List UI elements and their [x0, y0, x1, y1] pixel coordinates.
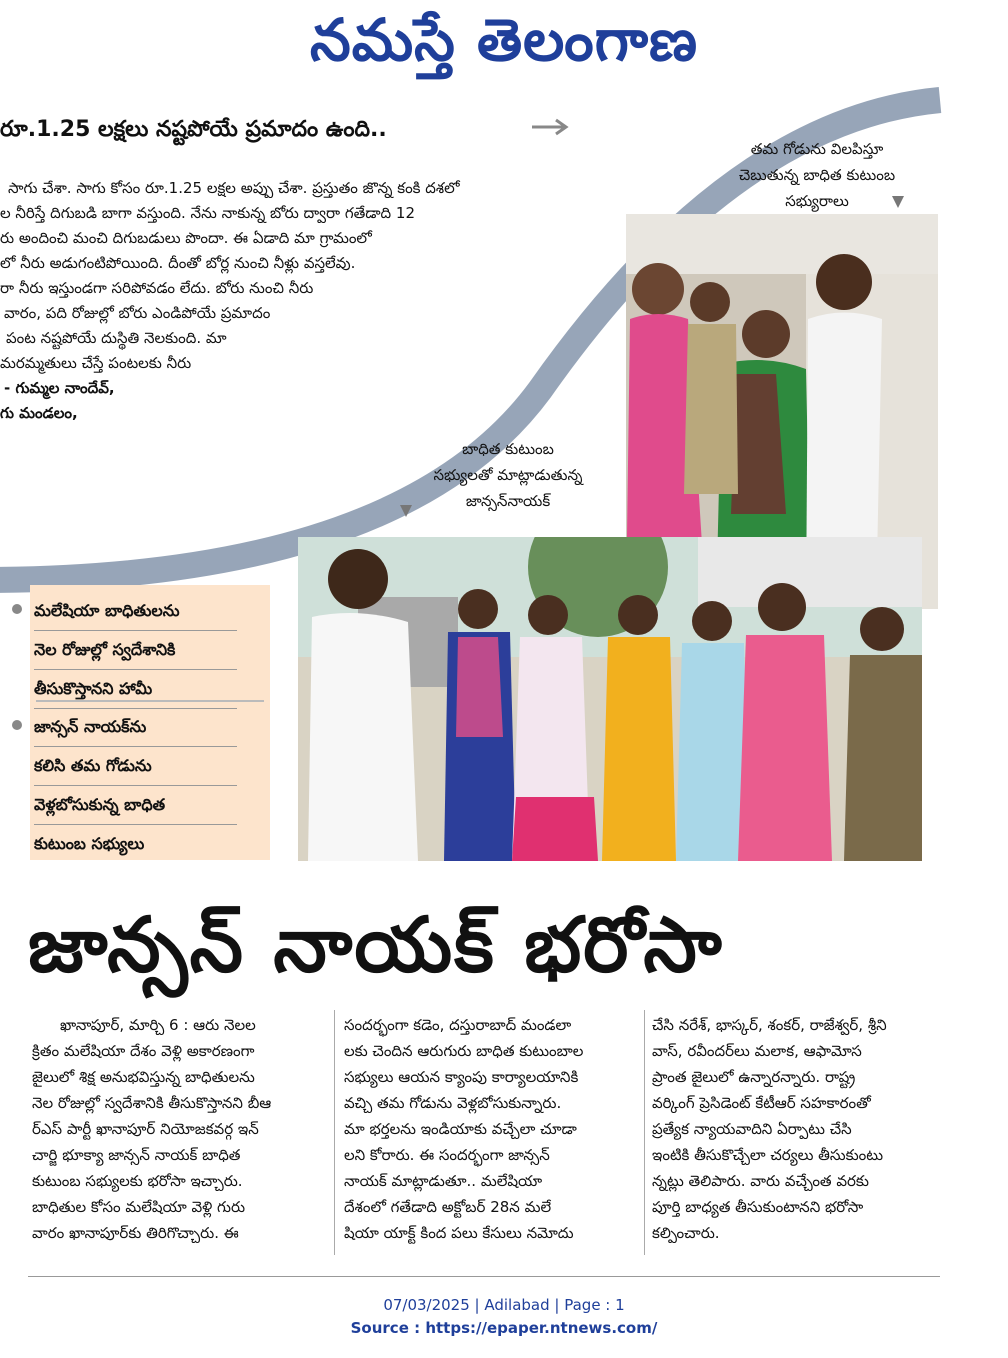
- quote-line: పంట నష్టపోయే దుస్థితి నెలకుంది. మా: [6, 329, 227, 347]
- highlight-line: కుటుంబ సభ్యులు: [34, 834, 145, 853]
- article-column-3: [652, 1012, 942, 1246]
- photo-johnson-nayak-with-families: [298, 537, 922, 861]
- quote-signature-place: గు మండలం,: [0, 404, 78, 422]
- article-line: వారం ఖానాపూర్‌కు తిరిగొచ్చారు. ఈ: [32, 1224, 239, 1242]
- photo2-caption: [394, 436, 622, 514]
- quote-headline: రూ.1.25 లక్షలు నష్టపోయే ప్రమాదం ఉంది..: [0, 117, 387, 142]
- arrow-down-icon: [892, 196, 904, 208]
- article-line: సందర్భంగా కడెం, దస్తురాబాద్ మండలా: [344, 1016, 572, 1034]
- quote-signature-name: - గుమ్మల నాందేవ్,: [4, 379, 115, 397]
- highlight-line: మలేషియా బాధితులను: [34, 592, 237, 631]
- article-line: మా భర్తలను ఇండియాకు వచ్చేలా చూడా: [344, 1120, 577, 1138]
- article-line: నాయక్ మాట్లాడుతూ.. మలేషియా: [344, 1172, 543, 1190]
- article-line: వచ్చి తమ గోడును వెళ్లబోసుకున్నారు.: [344, 1094, 562, 1112]
- highlight-line: నెల రోజుల్లో స్వదేశానికి: [34, 631, 237, 670]
- caption-line: తమ గోడును విలపిస్తూ: [750, 140, 884, 158]
- article-line: వర్కింగ్ ప్రెసిడెంట్ కేటీఆర్ సహకారంతో: [652, 1094, 871, 1112]
- highlight-line: వెళ్లబోసుకున్న బాధిత: [34, 786, 237, 825]
- article-line: చార్జి భూక్యా జాన్సన్ నాయక్ బాధిత: [32, 1146, 241, 1164]
- footer-rule: [28, 1276, 940, 1277]
- article-line: చేసి నరేశ్, భాస్కర్, శంకర్, రాజేశ్వర్, శ్రీని: [652, 1016, 887, 1034]
- article-line: ప్రాంత జైలులో ఉన్నారన్నారు. రాష్ట్ర: [652, 1068, 856, 1086]
- quote-line: ల నీరిస్తే దిగుబడి బాగా వస్తుంది. నేను నాకున్న బోరు ద్వారా గతేడాది 12: [0, 204, 415, 222]
- column-divider: [644, 1010, 645, 1255]
- article-line: వాస్, రవీందర్‌లు మలాక, ఆఫామోస: [652, 1042, 862, 1060]
- footer-date-edition: 07/03/2025 | Adilabad | Page : 1: [383, 1296, 625, 1314]
- article-line: సభ్యులు ఆయన క్యాంపు కార్యాలయానికి: [344, 1068, 579, 1086]
- column-divider: [334, 1010, 335, 1255]
- quote-body: [0, 176, 560, 426]
- article-line: బాధితుల కోసం మలేషియా వెళ్లి గురు: [32, 1198, 246, 1216]
- quote-line: వారం, పది రోజుల్లో బోరు ఎండిపోయే ప్రమాదం: [4, 304, 271, 322]
- article-line: ఇంటికి తీసుకొచ్చేలా చర్యలు తీసుకుంటు: [652, 1146, 884, 1164]
- caption-line: సభ్యురాలు: [785, 192, 849, 210]
- arrow-down-icon: [400, 505, 412, 517]
- highlight-item: [12, 708, 237, 863]
- article-line: దేశంలో గతేడాది అక్టోబర్ 28న మలే: [344, 1198, 552, 1216]
- article-line: షియా యాక్ట్ కింద పలు కేసులు నమోదు: [344, 1224, 574, 1242]
- highlight-item: [12, 592, 237, 709]
- article-line: లని కోరారు. ఈ సందర్భంగా జాన్సన్: [344, 1146, 550, 1164]
- article-line: న్నట్లు తెలిపారు. వారు వచ్చేంత వరకు: [652, 1172, 869, 1190]
- caption-line: సభ్యులతో మాట్లాడుతున్న: [433, 466, 583, 484]
- article-line: ఖానాపూర్, మార్చి 6 : ఆరు నెలల: [60, 1016, 256, 1034]
- highlight-line: తీసుకొస్తానని హామీ: [34, 670, 237, 709]
- highlight-line: కలిసి తమ గోడును: [34, 747, 237, 786]
- quote-line: సాగు చేశా. సాగు కోసం రూ.1.25 లక్షల అప్పు చేశా. ప్రస్తుతం జొన్న కంకి దశలో: [8, 179, 460, 197]
- caption-line: బాధిత కుటుంబ: [462, 440, 554, 458]
- quote-line: రా నీరు ఇస్తుండగా సరిపోవడం లేదు. బోరు నుంచి నీరు: [0, 279, 314, 297]
- article-column-2: [344, 1012, 636, 1246]
- article-column-1: [32, 1012, 322, 1246]
- bullet-icon: [12, 604, 22, 614]
- quote-line: లో నీరు అడుగంటిపోయింది. దీంతో బోర్ల నుంచి నీళ్లు వస్తలేవు.: [0, 254, 356, 272]
- article-line: నెల రోజుల్లో స్వదేశానికి తీసుకొస్తానని బీఆ: [32, 1094, 272, 1112]
- quote-line: రు అందించి మంచి దిగుబడులు పొందా. ఈ ఏడాది మా గ్రామంలో: [0, 229, 372, 247]
- caption-line: చెబుతున్న బాధిత కుటుంబ: [738, 166, 896, 184]
- arrow-right-icon: [530, 118, 574, 136]
- article-line: పూర్తి బాధ్యత తీసుకుంటానని భరోసా: [652, 1198, 864, 1216]
- newspaper-title: నమస్తే తెలంగాణ: [310, 6, 698, 74]
- article-line: క్రితం మలేషియా దేశం వెళ్లి అకారణంగా: [32, 1042, 255, 1060]
- highlight-line: జాన్సన్ నాయక్‌ను: [34, 708, 237, 747]
- article-line: ర్‌ఎస్ పార్టీ ఖానాపూర్ నియోజకవర్గ ఇన్: [32, 1120, 259, 1138]
- quote-line: మరమ్మతులు చేస్తే పంటలకు నీరు: [0, 354, 192, 372]
- article-line: కల్పించారు.: [652, 1224, 720, 1242]
- footer-source-link[interactable]: Source : https://epaper.ntnews.com/: [350, 1319, 658, 1337]
- bullet-icon: [12, 720, 22, 730]
- caption-line: జాన్సన్‌నాయక్: [465, 492, 551, 510]
- article-line: ప్రత్యేక న్యాయవాదిని ఏర్పాటు చేసి: [652, 1120, 852, 1138]
- article-line: లకు చెందిన ఆరుగురు బాధిత కుటుంబాల: [344, 1042, 584, 1060]
- article-line: కుటుంబ సభ్యులకు భరోసా ఇచ్చారు.: [32, 1172, 243, 1190]
- article-line: జైలులో శిక్ష అనుభవిస్తున్న బాధితులను: [32, 1068, 255, 1086]
- article-headline: జాన్సన్ నాయక్ భరోసా: [28, 900, 724, 989]
